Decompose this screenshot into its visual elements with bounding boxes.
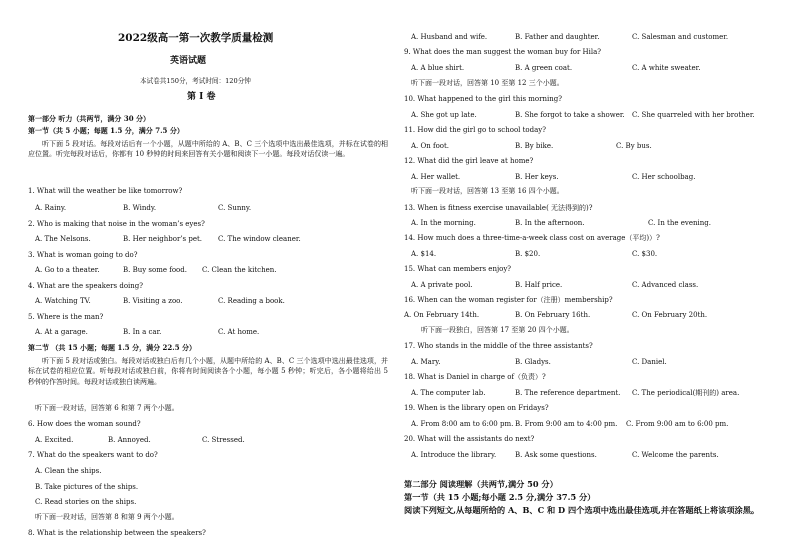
question-7: 7. What do the speakers want to do? xyxy=(28,451,158,459)
question-15: 15. What can members enjoy? xyxy=(404,265,512,273)
q9-option-c: C. A white sweater. xyxy=(632,64,701,72)
question-20: 20. What will the assistants do next? xyxy=(404,435,535,443)
section2-instructions: 听下面 5 段对话或独白。每段对话或独白后有几个小题，从题中所给的 A、B、C 三个选项中选出最佳选项，并标在试卷的相应位置。听每段对话或独白前，你将有时间阅读各个小题，每小题 5 秒钟；听完后，各小题将给出 5 秒钟的作答时间。每段对话或独白读两遍。 xyxy=(28,357,388,386)
section1-heading: 第一节（共 5 小题；每题 1.5 分，满分 7.5 分） xyxy=(28,126,184,135)
q2-option-c: C. The window cleaner. xyxy=(218,235,301,243)
q11-option-c: C. By bus. xyxy=(616,142,652,150)
question-10: 10. What happened to the girl this morning? xyxy=(404,95,562,103)
question-19: 19. When is the library open on Fridays? xyxy=(404,404,549,412)
q10-option-b: B. She forgot to take a shower. xyxy=(515,111,625,119)
part2-section1-heading: 第一节（共 15 小题;每小题 2.5 分,满分 37.5 分） xyxy=(404,492,596,502)
q13-option-b: B. In the afternoon. xyxy=(515,219,585,227)
q19-option-a: A. From 8:00 am to 6:00 pm. xyxy=(411,420,514,428)
intro-q10-q12: 听下面一段对话，回答第 10 至第 12 三个小题。 xyxy=(411,79,564,87)
section2-heading: 第二节 （共 15 小题；每题 1.5 分，满分 22.5 分） xyxy=(28,343,197,352)
q16-option-a: A. On February 14th. xyxy=(404,311,480,319)
q5-option-c: C. At home. xyxy=(218,328,260,336)
question-18: 18. What is Daniel in charge of（负责）? xyxy=(404,373,546,381)
q18-option-a: A. The computer lab. xyxy=(411,389,486,397)
intro-q13-q16: 听下面一段对话，回答第 13 至第 16 四个小题。 xyxy=(411,187,564,195)
q6-option-a: A. Excited. xyxy=(35,436,74,444)
question-6: 6. How does the woman sound? xyxy=(28,420,141,428)
part2-instructions: 阅读下列短文,从每题所给的 A、B、C 和 D 四个选项中选出最佳选项,并在答题纸上将该项涂黑。 xyxy=(404,505,760,515)
q12-option-c: C. Her schoolbag. xyxy=(632,173,696,181)
q2-option-a: A. The Nelsons. xyxy=(35,235,91,243)
q7-option-a: A. Clean the ships. xyxy=(35,467,102,475)
q14-option-b: B. $20. xyxy=(515,250,541,258)
question-5: 5. Where is the man? xyxy=(28,313,104,321)
intro-q17-q20: 听下面一段独白，回答第 17 至第 20 四个小题。 xyxy=(421,326,574,334)
q20-option-c: C. Welcome the parents. xyxy=(632,451,719,459)
question-2: 2. Who is making that noise in the woman’s eyes? xyxy=(28,220,205,228)
q3-option-a: A. Go to a theater. xyxy=(35,266,100,274)
q9-option-a: A. A blue shirt. xyxy=(411,64,465,72)
q10-option-a: A. She got up late. xyxy=(411,111,477,119)
q5-option-a: A. At a garage. xyxy=(35,328,88,336)
q20-option-b: B. Ask some questions. xyxy=(515,451,597,459)
q7-option-c: C. Read stories on the ships. xyxy=(35,498,137,506)
q15-option-c: C. Advanced class. xyxy=(632,281,699,289)
q15-option-b: B. Half price. xyxy=(515,281,563,289)
q6-option-b: B. Annoyed. xyxy=(108,436,151,444)
q17-option-a: A. Mary. xyxy=(411,358,441,366)
volume-title: 第 I 卷 xyxy=(187,92,216,102)
q7-option-b: B. Take pictures of the ships. xyxy=(35,483,139,491)
q18-option-b: B. The reference department. xyxy=(515,389,621,397)
q3-option-c: C. Clean the kitchen. xyxy=(202,266,277,274)
q19-option-b: B. From 9:00 am to 4:00 pm. xyxy=(515,420,618,428)
question-3: 3. What is woman going to do? xyxy=(28,251,138,259)
section1-instructions: 听下面 5 段对话。每段对话后有一个小题，从题中所给的 A、B、C 三个选项中选出最佳选项，并标在试卷的相应位置。听完每段对话后，你都有 10 秒钟的时间来回答有关小题和阅读下一小题。每段对话仅读一遍。 xyxy=(28,140,388,159)
intro-q8-q9: 听下面一段对话，回答第 8 和第 9 两个小题。 xyxy=(35,513,179,521)
question-1: 1. What will the weather be like tomorrow? xyxy=(28,187,183,195)
q20-option-a: A. Introduce the library. xyxy=(411,451,497,459)
q8-option-b: B. Father and daughter. xyxy=(515,33,600,41)
q16-option-b: B. On February 16th. xyxy=(515,311,591,319)
question-11: 11. How did the girl go to school today? xyxy=(404,126,547,134)
q16-option-c: C. On February 20th. xyxy=(632,311,708,319)
question-9: 9. What does the man suggest the woman buy for Hila? xyxy=(404,48,602,56)
question-13: 13. When is fitness exercise unavailable( 无法得到的)? xyxy=(404,204,593,212)
question-12: 12. What did the girl leave at home? xyxy=(404,157,534,165)
q4-option-a: A. Watching TV. xyxy=(35,297,91,305)
q1-option-a: A. Rainy. xyxy=(35,204,67,212)
exam-title: 2022级高一第一次教学质量检测 xyxy=(118,32,274,44)
question-16: 16. When can the woman register for（注册）membership? xyxy=(404,296,613,304)
part2-heading: 第二部分 阅读理解（共两节,满分 50 分） xyxy=(404,479,558,489)
q13-option-a: A. In the morning. xyxy=(411,219,476,227)
q18-option-c: C. The periodical(期刊的) area. xyxy=(632,389,740,397)
q1-option-c: C. Sunny. xyxy=(218,204,252,212)
q9-option-b: B. A green coat. xyxy=(515,64,573,72)
q17-option-c: C. Daniel. xyxy=(632,358,667,366)
question-17: 17. Who stands in the middle of the three assistants? xyxy=(404,342,593,350)
q8-option-c: C. Salesman and customer. xyxy=(632,33,729,41)
q10-option-c: C. She quarreled with her brother. xyxy=(632,111,755,119)
question-14: 14. How much does a three-time-a-week class cost on average（平均)）? xyxy=(404,234,660,242)
q4-option-c: C. Reading a book. xyxy=(218,297,285,305)
q3-option-b: B. Buy some food. xyxy=(123,266,187,274)
q4-option-b: B. Visiting a zoo. xyxy=(123,297,183,305)
q2-option-b: B. Her neighbor’s pet. xyxy=(123,235,203,243)
q12-option-b: B. Her keys. xyxy=(515,173,559,181)
q1-option-b: B. Windy. xyxy=(123,204,157,212)
q8-option-a: A. Husband and wife. xyxy=(411,33,488,41)
question-8: 8. What is the relationship between the speakers? xyxy=(28,529,206,537)
q19-option-c: C. From 9:00 am to 6:00 pm. xyxy=(626,420,729,428)
q6-option-c: C. Stressed. xyxy=(202,436,245,444)
subject-title: 英语试题 xyxy=(170,56,207,66)
q13-option-c: C. In the evening. xyxy=(648,219,711,227)
q11-option-a: A. On foot. xyxy=(411,142,450,150)
q14-option-a: A. $14. xyxy=(411,250,437,258)
part1-heading: 第一部分 听力（共两节，满分 30 分） xyxy=(28,114,151,123)
exam-info: 本试卷共150分，考试时间：120分钟 xyxy=(140,77,251,85)
question-4: 4. What are the speakers doing? xyxy=(28,282,144,290)
intro-q6-q7: 听下面一段对话，回答第 6 和第 7 两个小题。 xyxy=(35,404,179,412)
q11-option-b: B. By bike. xyxy=(515,142,554,150)
q15-option-a: A. A private pool. xyxy=(411,281,473,289)
q14-option-c: C. $30. xyxy=(632,250,658,258)
q5-option-b: B. In a car. xyxy=(123,328,162,336)
q17-option-b: B. Gladys. xyxy=(515,358,551,366)
q12-option-a: A. Her wallet. xyxy=(411,173,461,181)
